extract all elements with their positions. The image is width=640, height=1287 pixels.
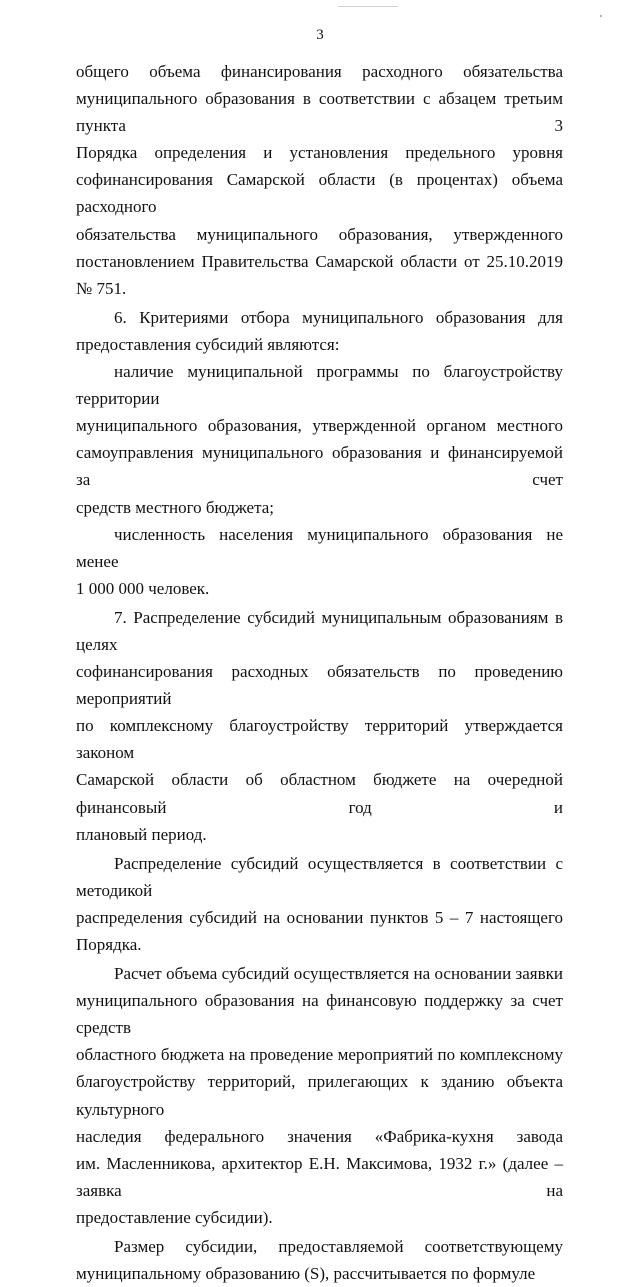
text-line: Расчет объема субсидий осуществляется на основании заявки [114,964,563,984]
text-line: плановый период. [76,824,207,844]
page-number: 3 [316,27,324,43]
text-line: наличие муниципальной программы по благоустройству территории [76,362,563,409]
text-line: муниципального образования на финансовую поддержку за счет средств [76,991,563,1038]
text-line: софинансирования Самарской области (в процентах) объема расходного [76,170,563,217]
text-line: предоставление субсидии). [76,1207,273,1227]
text-line: распределения субсидий на основании пунктов 5 – 7 настоящего Порядка. [76,907,563,954]
text-line: предоставления субсидий являются: [76,334,340,354]
text-line: самоуправления муниципального образования и финансируемой за счет [76,443,563,490]
text-line: муниципальному образованию (S), рассчитывается по формуле [76,1264,536,1284]
text-line: по комплексному благоустройству территорий утверждается законом [76,716,563,763]
text-line: средств местного бюджета; [76,497,274,517]
text-line: 7. Распределение субсидий муниципальным образованиям в целях [76,607,563,654]
text-line: областного бюджета на проведение мероприятий по комплексному [76,1045,563,1065]
text-line: обязательства муниципального образования, утвержденного [76,224,563,244]
text-line: постановлением Правительства Самарской области от 25.10.2019 № 751. [76,251,563,298]
text-line: 1 000 000 человек. [76,578,210,598]
text-line: Самарской области об областном бюджете на очередной финансовый год и [76,770,563,817]
text-line: численность населения муниципального образования не менее [76,524,563,571]
document-body [76,58,563,1287]
text-line: им. Масленникова, архитектор Е.Н. Максимова, 1932 г.» (далее – заявка на [76,1153,563,1200]
scan-artifact-bottom [205,858,207,860]
text-line: софинансирования расходных обязательств по проведению мероприятий [76,662,563,709]
text-line: муниципального образования, утвержденной органом местного [76,416,563,436]
scan-artifact-top [338,6,398,7]
text-line: благоустройству территорий, прилегающих к зданию объекта культурного [76,1072,563,1119]
text-line: 6. Критериями отбора муниципального образования для [114,307,563,327]
scan-artifact-dot [600,15,602,17]
text-line: общего объема финансирования расходного обязательства [76,62,563,81]
text-line: наследия федерального значения «Фабрика-кухня завода [76,1126,563,1146]
text-line: Порядка определения и установления предельного уровня [76,143,563,163]
text-line: Размер субсидии, предоставляемой соответствующему [114,1237,563,1257]
text-line: муниципального образования в соответствии с абзацем третьим пункта 3 [76,89,563,136]
text-line: Распределение субсидий осуществляется в соответствии с методикой [76,853,563,900]
